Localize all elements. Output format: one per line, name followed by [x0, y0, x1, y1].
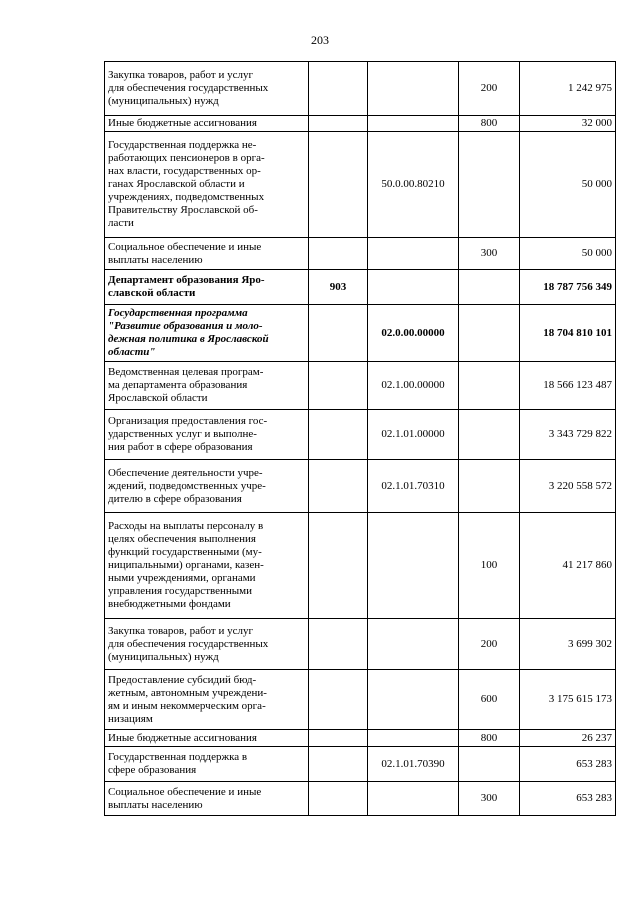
table-row: [105, 670, 616, 730]
amount: 26 237: [520, 730, 616, 747]
expense-type: [459, 747, 520, 782]
table-row: [105, 410, 616, 460]
ministry-code: [309, 460, 368, 513]
expense-type: [459, 362, 520, 410]
row-name: Ведомственная целевая програм- ма департамента образования Ярославской области: [105, 362, 309, 410]
ministry-code: [309, 238, 368, 270]
table-row: [105, 362, 616, 410]
ministry-code: 903: [309, 270, 368, 305]
table-row: [105, 62, 616, 116]
amount: 1 242 975: [520, 62, 616, 116]
row-name: Иные бюджетные ассигнования: [105, 730, 309, 747]
amount: 653 283: [520, 782, 616, 816]
row-name: Расходы на выплаты персоналу в целях обеспечения выполнения функций государственными (му- ниципальными) органами, казен- ными учреждениями, органами управления государственными внебюджетными фондами: [105, 513, 309, 619]
ministry-code: [309, 513, 368, 619]
table-row: [105, 305, 616, 362]
ministry-code: [309, 62, 368, 116]
amount: 3 343 729 822: [520, 410, 616, 460]
table-row: [105, 747, 616, 782]
row-name: Предоставление субсидий бюд- жетным, автономным учреждени- ям и иным некоммерческим орга- низациям: [105, 670, 309, 730]
amount: 653 283: [520, 747, 616, 782]
target-article: [368, 238, 459, 270]
target-article: 02.1.01.00000: [368, 410, 459, 460]
row-name: Государственная поддержка в сфере образования: [105, 747, 309, 782]
ministry-code: [309, 362, 368, 410]
table-row: [105, 270, 616, 305]
table-row: [105, 460, 616, 513]
expense-type: 100: [459, 513, 520, 619]
target-article: [368, 782, 459, 816]
target-article: [368, 730, 459, 747]
target-article: [368, 619, 459, 670]
row-name: Закупка товаров, работ и услуг для обеспечения государственных (муниципальных) нужд: [105, 619, 309, 670]
expense-type: 300: [459, 782, 520, 816]
expense-type: 300: [459, 238, 520, 270]
amount: 3 699 302: [520, 619, 616, 670]
ministry-code: [309, 132, 368, 238]
table-row: [105, 513, 616, 619]
expense-type: 800: [459, 730, 520, 747]
budget-table-body: [105, 62, 616, 816]
amount: 18 787 756 349: [520, 270, 616, 305]
row-name: Иные бюджетные ассигнования: [105, 116, 309, 132]
row-name: Государственная программа "Развитие образования и моло- дежная политика в Ярославской области": [105, 305, 309, 362]
ministry-code: [309, 730, 368, 747]
row-name: Социальное обеспечение и иные выплаты населению: [105, 238, 309, 270]
target-article: [368, 62, 459, 116]
row-name: Социальное обеспечение и иные выплаты населению: [105, 782, 309, 816]
ministry-code: [309, 619, 368, 670]
expense-type: [459, 460, 520, 513]
target-article: 02.1.01.70390: [368, 747, 459, 782]
ministry-code: [309, 670, 368, 730]
row-name: Обеспечение деятельности учре- ждений, подведомственных учре- дителю в сфере образования: [105, 460, 309, 513]
table-row: [105, 238, 616, 270]
amount: 50 000: [520, 132, 616, 238]
amount: 3 220 558 572: [520, 460, 616, 513]
ministry-code: [309, 116, 368, 132]
amount: 41 217 860: [520, 513, 616, 619]
expense-type: 600: [459, 670, 520, 730]
row-name: Департамент образования Яро- славской области: [105, 270, 309, 305]
ministry-code: [309, 782, 368, 816]
row-name: Закупка товаров, работ и услуг для обеспечения государственных (муниципальных) нужд: [105, 62, 309, 116]
target-article: 50.0.00.80210: [368, 132, 459, 238]
table-row: [105, 730, 616, 747]
expense-type: 200: [459, 619, 520, 670]
target-article: 02.1.00.00000: [368, 362, 459, 410]
amount: 3 175 615 173: [520, 670, 616, 730]
expense-type: [459, 410, 520, 460]
page-number: 203: [311, 33, 329, 47]
expense-type: [459, 305, 520, 362]
expense-type: [459, 132, 520, 238]
expense-type: 200: [459, 62, 520, 116]
table-row: [105, 116, 616, 132]
table-row: [105, 132, 616, 238]
row-name: Государственная поддержка не- работающих пенсионеров в орга- нах власти, государственных ор- ганах Ярославской области и учреждениях, подведомственных Правительству Ярославской об- ласти: [105, 132, 309, 238]
expense-type: [459, 270, 520, 305]
target-article: [368, 270, 459, 305]
target-article: 02.1.01.70310: [368, 460, 459, 513]
budget-table: [104, 61, 616, 816]
target-article: [368, 670, 459, 730]
target-article: [368, 513, 459, 619]
ministry-code: [309, 747, 368, 782]
table-row: [105, 782, 616, 816]
row-name: Организация предоставления гос- ударственных услуг и выполне- ния работ в сфере образования: [105, 410, 309, 460]
expense-type: 800: [459, 116, 520, 132]
amount: 18 704 810 101: [520, 305, 616, 362]
amount: 18 566 123 487: [520, 362, 616, 410]
ministry-code: [309, 410, 368, 460]
ministry-code: [309, 305, 368, 362]
target-article: [368, 116, 459, 132]
target-article: 02.0.00.00000: [368, 305, 459, 362]
table-row: [105, 619, 616, 670]
amount: 50 000: [520, 238, 616, 270]
amount: 32 000: [520, 116, 616, 132]
